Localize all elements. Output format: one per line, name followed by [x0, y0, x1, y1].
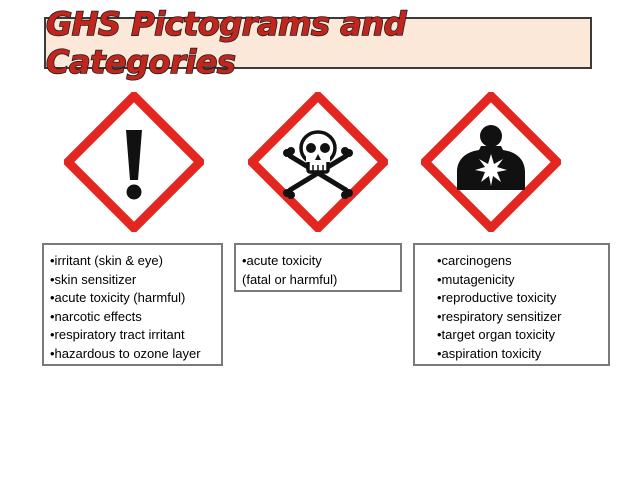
health-hazard-icon [421, 92, 561, 232]
title-banner [44, 5, 592, 81]
irritant-categories-box [42, 243, 223, 366]
list-item: •acute toxicity (harmful) [50, 290, 186, 306]
skull-crossbones-icon [248, 92, 388, 232]
list-item: •narcotic effects [50, 308, 142, 324]
list-item: •target organ toxicity [437, 327, 555, 343]
list-item: •skin sensitizer [50, 271, 137, 287]
exclamation-mark-icon [64, 92, 204, 232]
list-item: •reproductive toxicity [437, 290, 557, 306]
acute-toxicity-box [234, 243, 402, 292]
list-item: •carcinogens [437, 253, 512, 268]
page-title: GHS Pictograms and Categories [46, 5, 406, 81]
list-item: •irritant (skin & eye) [50, 253, 163, 268]
list-item: (fatal or harmful) [242, 271, 338, 287]
list-item: •hazardous to ozone layer [50, 345, 201, 361]
health-hazard-categories-box [413, 243, 610, 366]
list-item: •mutagenicity [437, 271, 515, 287]
list-item: •aspiration toxicity [437, 345, 542, 361]
list-item: •acute toxicity [242, 253, 322, 268]
list-item: •respiratory sensitizer [437, 308, 562, 324]
list-item: •respiratory tract irritant [50, 327, 185, 343]
